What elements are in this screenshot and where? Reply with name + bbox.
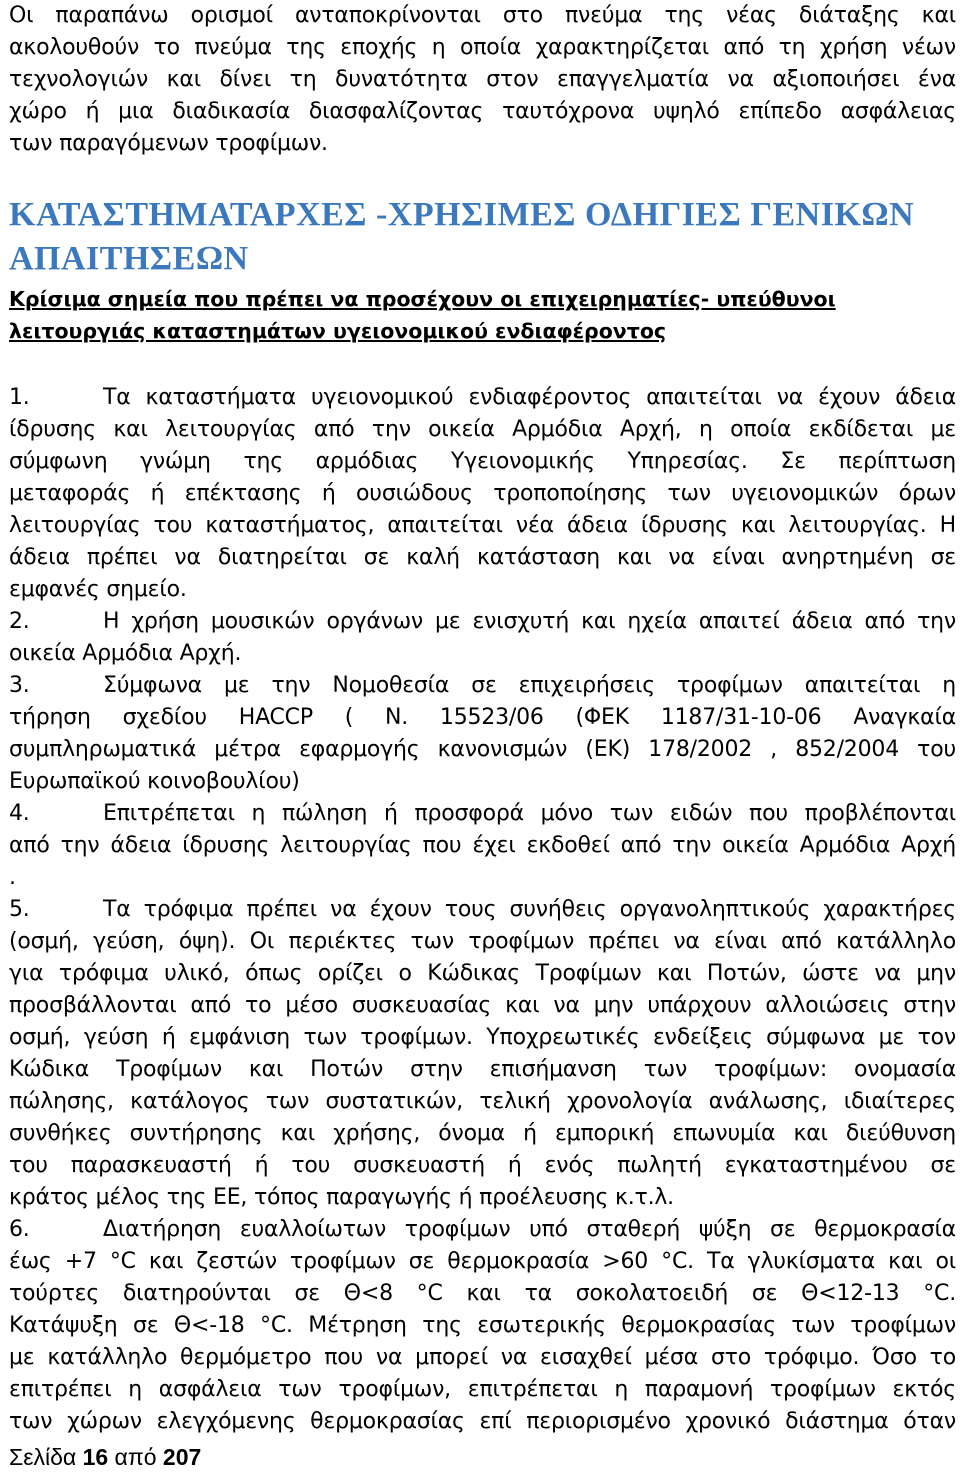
list-number: 3. — [9, 673, 30, 698]
text-line: τήρηση σχεδίου HACCP ( Ν. 15523/06 (ΦΕΚ 1187/31-10-06 Αναγκαία — [9, 705, 956, 730]
section-heading-line: ΑΠΑΙΤΗΣΕΩΝ — [9, 240, 249, 277]
list-item-2 — [9, 606, 956, 638]
text-line: προσβάλλονται από το μέσο συσκευασίας και να μην υπάρχουν αλλοιώσεις στην — [9, 993, 956, 1018]
text-line: χώρο ή μια διαδικασία διασφαλίζοντας ταυτόχρονα υψηλό επίπεδο ασφάλειας — [9, 99, 956, 124]
intro-paragraph — [9, 0, 956, 160]
text-line: Ευρωπαϊκού κοινοβουλίου) — [9, 769, 300, 794]
text-line: ακολουθούν το πνεύμα της εποχής η οποία χαρακτηρίζεται από τη χρήση νέων — [9, 35, 956, 60]
text-line: Η χρήση μουσικών οργάνων με ενισχυτή και ηχεία απαιτεί άδεια από την — [103, 609, 956, 634]
text-line: οσμή, γεύση ή εμφάνιση των τροφίμων. Υποχρεωτικές ενδείξεις σύμφωνα με τον — [9, 1025, 956, 1050]
text-line: τούρτες διατηρούνται σε Θ<8 °C και τα σοκολατοειδή σε Θ<12-13 °C. — [9, 1281, 956, 1306]
section-heading — [9, 193, 956, 281]
text-line: των παραγόμενων τροφίμων. — [9, 131, 328, 156]
list-item-6 — [9, 1214, 956, 1246]
text-line: από την άδεια ίδρυσης λειτουργίας που έχει εκδοθεί από την οικεία Αρμόδια Αρχή — [9, 833, 956, 858]
list-number: 6. — [9, 1217, 30, 1242]
footer-of: από — [108, 1444, 163, 1470]
list-item-5 — [9, 894, 956, 926]
text-line: συνθήκες συντήρησης και χρήσης, όνομα ή εμπορική επωνυμία και διεύθυνση — [9, 1121, 956, 1146]
section-subheading — [9, 283, 956, 347]
text-line: για τρόφιμα υλικό, όπως ορίζει ο Κώδικας Τροφίμων και Ποτών, ώστε να μην — [9, 961, 956, 986]
text-line: με κατάλληλο θερμόμετρο που να μπορεί να εισαχθεί μέσα στο τρόφιμο. Όσο το — [9, 1345, 956, 1370]
text-line: Οι παραπάνω ορισμοί ανταποκρίνονται στο πνεύμα της νέας διάταξης και — [9, 3, 956, 28]
text-line: άδεια πρέπει να διατηρείται σε καλή κατάσταση και να είναι ανηρτημένη σε — [9, 545, 956, 570]
text-line: κράτος μέλος της ΕΕ, τόπος παραγωγής ή προέλευσης κ.τ.λ. — [9, 1185, 674, 1210]
text-line: Τα καταστήματα υγειονομικού ενδιαφέροντος απαιτείται να έχουν άδεια — [103, 385, 956, 410]
text-line: λειτουργίας του καταστήματος, απαιτείται νέα άδεια ίδρυσης και λειτουργίας. Η — [9, 513, 956, 538]
list-number: 1. — [9, 385, 30, 410]
text-line: Επιτρέπεται η πώληση ή προσφορά μόνο των ειδών που προβλέπονται — [103, 801, 956, 826]
page-footer — [9, 1444, 201, 1471]
text-line: ίδρυσης και λειτουργίας από την οικεία Αρμόδια Αρχή, η οποία εκδίδεται με — [9, 417, 956, 442]
text-line: έως +7 °C και ζεστών τροφίμων σε θερμοκρασία >60 °C. Τα γλυκίσματα και οι — [9, 1249, 956, 1274]
text-line: μεταφοράς ή επέκτασης ή ουσιώδους τροποποίησης των υγειονομικών όρων — [9, 481, 956, 506]
text-line: σύμφωνη γνώμη της αρμόδιας Υγειονομικής Υπηρεσίας. Σε περίπτωση — [9, 449, 956, 474]
footer-prefix: Σελίδα — [9, 1444, 83, 1470]
total-page-count: 207 — [162, 1444, 202, 1470]
current-page-number: 16 — [82, 1444, 109, 1470]
text-line: (οσμή, γεύση, όψη). Οι περιέκτες των τροφίμων πρέπει να είναι από κατάλληλο — [9, 929, 956, 954]
numbered-list — [9, 382, 956, 1438]
list-item-4 — [9, 798, 956, 830]
text-line: Σύμφωνα με την Νομοθεσία σε επιχειρήσεις τροφίμων απαιτείται η — [103, 673, 956, 698]
text-line: Κώδικα Τροφίμων και Ποτών στην επισήμανση των τροφίμων: ονομασία — [9, 1057, 956, 1082]
text-line: των χώρων ελεγχόμενης θερμοκρασίας επί περιορισμένο χρονικό διάστημα όταν — [9, 1409, 956, 1434]
text-line: τεχνολογιών και δίνει τη δυνατότητα στον επαγγελματία να αξιοποιήσει ένα — [9, 67, 956, 92]
text-line: . — [9, 865, 16, 890]
subheading-line: Κρίσιμα σημεία που πρέπει να προσέχουν οι επιχειρηματίες- υπεύθυνοι — [9, 287, 836, 311]
list-number: 2. — [9, 609, 30, 634]
text-line: εμφανές σημείο. — [9, 577, 187, 602]
text-line: Τα τρόφιμα πρέπει να έχουν τους συνήθεις οργανοληπτικούς χαρακτήρες — [103, 897, 956, 922]
section-heading-line: ΚΑΤΑΣΤΗΜΑΤΑΡΧΕΣ -ΧΡΗΣΙΜΕΣ ΟΔΗΓΙΕΣ ΓΕΝΙΚΩΝ — [9, 196, 915, 233]
text-line: συμπληρωματικά μέτρα εφαρμογής κανονισμών (ΕΚ) 178/2002 , 852/2004 του — [9, 737, 956, 762]
text-line: του παρασκευαστή ή του συσκευαστή ή ενός πωλητή εγκαταστημένου σε — [9, 1153, 956, 1178]
list-number: 5. — [9, 897, 30, 922]
text-line: επιτρέπει η ασφάλεια των τροφίμων, επιτρέπεται η παραμονή τροφίμων εκτός — [9, 1377, 956, 1402]
list-number: 4. — [9, 801, 30, 826]
text-line: οικεία Αρμόδια Αρχή. — [9, 641, 242, 666]
text-line: Κατάψυξη σε Θ<-18 °C. Μέτρηση της εσωτερικής θερμοκρασίας των τροφίμων — [9, 1313, 956, 1338]
list-item-3 — [9, 670, 956, 702]
subheading-line: λειτουργιάς καταστημάτων υγειονομικού ενδιαφέροντος — [9, 319, 667, 343]
text-line: πώλησης, κατάλογος των συστατικών, τελική χρονολογία ανάλωσης, ιδιαίτερες — [9, 1089, 956, 1114]
text-line: Διατήρηση ευαλλοίωτων τροφίμων υπό σταθερή ψύξη σε θερμοκρασία — [103, 1217, 956, 1242]
list-item-1 — [9, 382, 956, 414]
